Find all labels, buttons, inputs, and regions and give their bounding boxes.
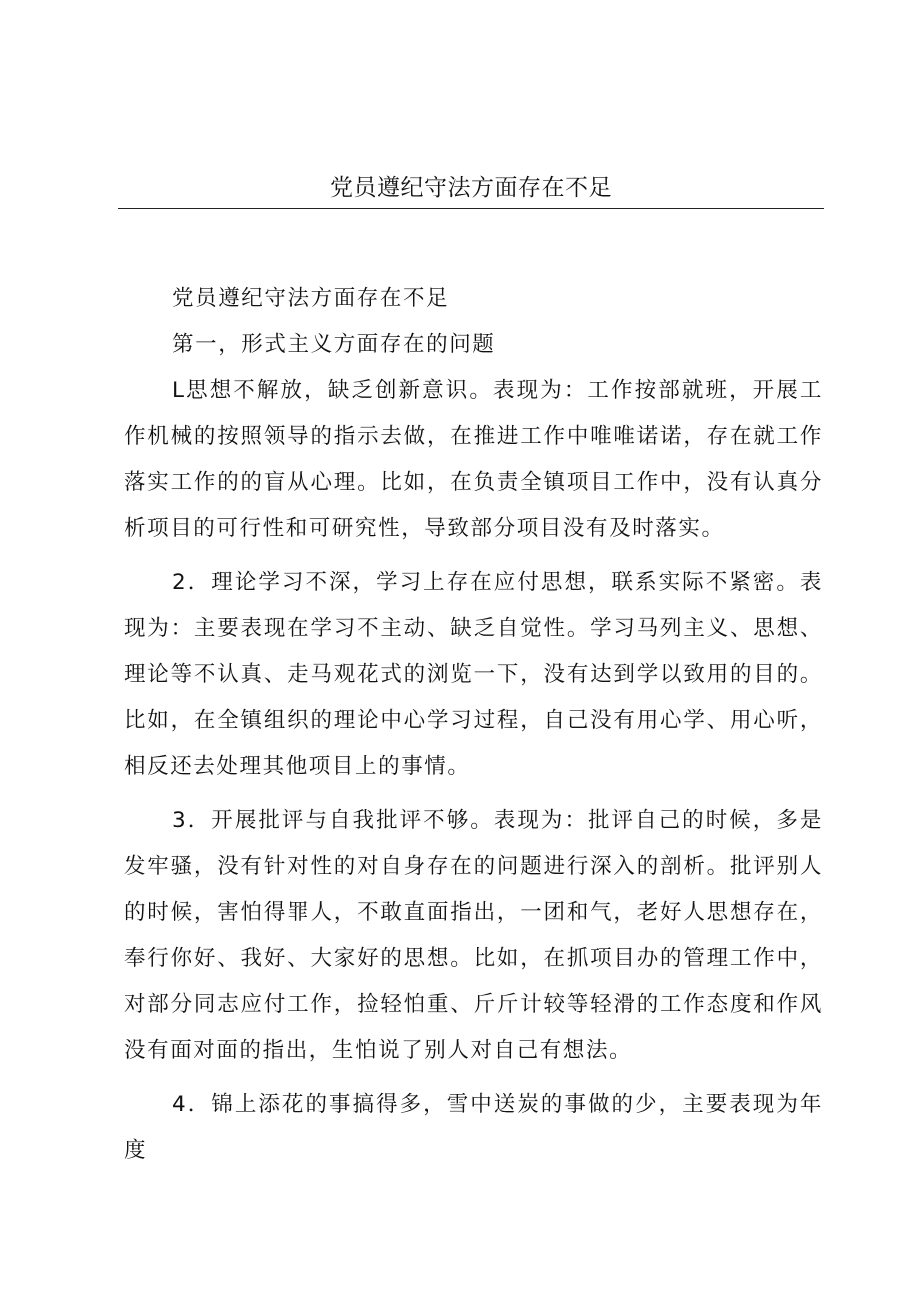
header-divider [118, 208, 824, 209]
header-title: 党员遵纪守法方面存在不足 [330, 175, 612, 201]
document-body [124, 276, 823, 1174]
section-heading: 第一，形式主义方面存在的问题 [172, 332, 496, 357]
paragraph-2: 2．理论学习不深，学习上存在应付思想，联系实际不紧密。表现为：主要表现在学习不主动、缺乏自觉性。学习马列主义、思想、理论等不认真、走马观花式的浏览一下，没有达到学以致用的目的。比如，在全镇组织的理论中心学习过程，自己没有用心学、用心听，相反还去处理其他项目上的事情。 [124, 570, 823, 779]
document-subtitle: 党员遵纪守法方面存在不足 [172, 286, 450, 311]
paragraph-1: L思想不解放，缺乏创新意识。表现为：工作按部就班，开展工作机械的按照领导的指示去做，在推进工作中唯唯诺诺，存在就工作落实工作的的盲从心理。比如，在负责全镇项目工作中，没有认真分析项目的可行性和可研究性，导致部分项目没有及时落实。 [124, 378, 823, 541]
page-header [118, 172, 824, 212]
paragraph-3: 3．开展批评与自我批评不够。表现为：批评自己的时候，多是发牢骚，没有针对性的对自身存在的问题进行深入的剖析。批评别人的时候，害怕得罪人，不敢直面指出，一团和气，老好人思想存在，奉行你好、我好、大家好的思想。比如，在抓项目办的管理工作中，对部分同志应付工作，捡轻怕重、斤斤计较等轻滑的工作态度和作风没有面对面的指出，生怕说了别人对自己有想法。 [124, 808, 823, 1063]
paragraph-4: 4．锦上添花的事搞得多，雪中送炭的事做的少，主要表现为年度 [124, 1092, 823, 1163]
